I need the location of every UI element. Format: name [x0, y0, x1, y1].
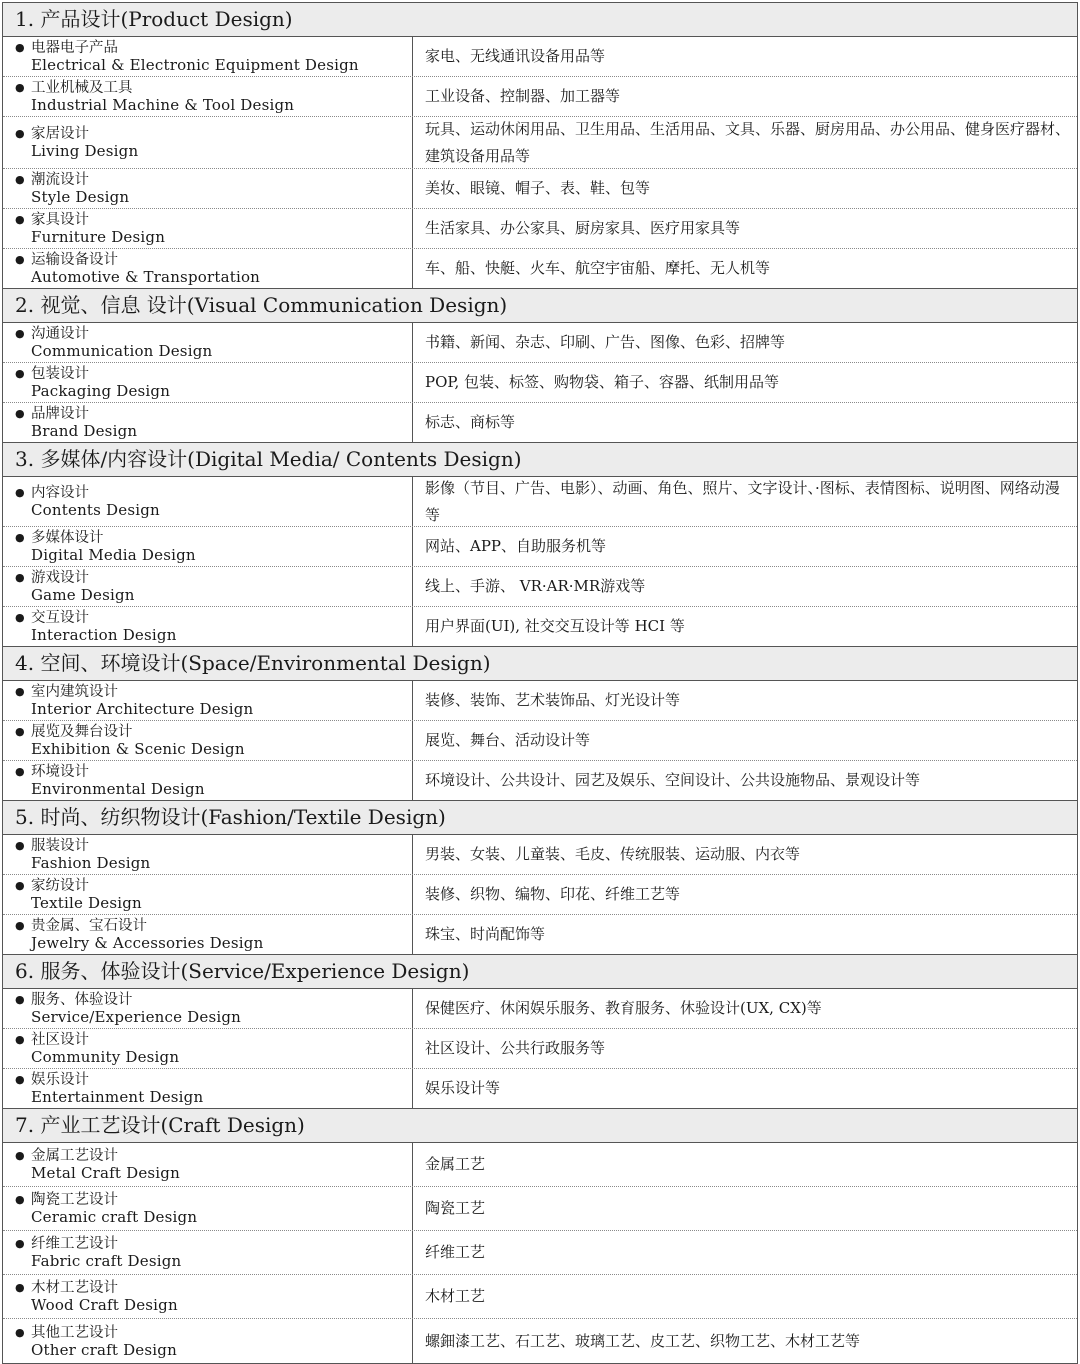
bullet-icon: ● [15, 879, 25, 892]
category-description: 男装、女装、儿童装、毛皮、传统服装、运动服、内衣等 [425, 845, 801, 863]
category-cell [3, 323, 413, 362]
category-name-zh-line [15, 1031, 412, 1049]
bullet-icon: ● [15, 1033, 25, 1046]
category-name-zh: 娱乐设计 [31, 1072, 89, 1088]
category-description: 展览、舞台、活动设计等 [425, 731, 591, 749]
category-description: 木材工艺 [425, 1287, 486, 1305]
category-name-en: Fabric craft Design [31, 1252, 182, 1270]
category-cell [3, 77, 413, 116]
table-row [3, 1069, 1077, 1109]
category-description: 螺鈿漆工艺、石工艺、玻璃工艺、皮工艺、织物工艺、木材工艺等 [425, 1331, 861, 1350]
category-name-zh-line [15, 609, 412, 627]
category-name-zh: 电器电子产品 [31, 40, 118, 56]
category-name-zh-line [15, 484, 412, 502]
category-name-zh-line [15, 251, 412, 269]
table-row [3, 1319, 1077, 1363]
bullet-icon: ● [15, 611, 25, 624]
section [3, 1109, 1077, 1363]
category-cell [3, 607, 413, 646]
category-name-zh: 纤维工艺设计 [31, 1236, 118, 1252]
category-cell [3, 761, 413, 800]
bullet-icon: ● [15, 1237, 25, 1250]
category-name-zh: 内容设计 [31, 485, 89, 501]
table-row [3, 249, 1077, 289]
category-description: 家电、无线通讯设备用品等 [425, 47, 606, 65]
category-name-en: Living Design [31, 142, 139, 160]
category-name-en: Interior Architecture Design [31, 700, 254, 718]
table-row [3, 835, 1077, 875]
bullet-icon: ● [15, 486, 25, 499]
section [3, 955, 1077, 1109]
category-name-zh: 展览及舞台设计 [31, 724, 133, 740]
bullet-icon: ● [15, 1325, 25, 1339]
category-cell [3, 403, 413, 442]
category-name-en: Brand Design [31, 422, 138, 440]
table-row [3, 989, 1077, 1029]
category-name-zh: 家居设计 [31, 126, 89, 142]
category-description: 纤维工艺 [425, 1243, 486, 1261]
category-name-zh-line [15, 211, 412, 229]
category-name-zh: 运输设备设计 [31, 252, 118, 268]
category-cell [3, 1069, 413, 1108]
category-description: 玩具、运动休闲用品、卫生用品、生活用品、文具、乐器、厨房用品、办公用品、健身医疗器材、建筑设备用品等 [425, 119, 1071, 165]
bullet-icon: ● [15, 327, 25, 340]
category-name-zh-line [15, 723, 412, 741]
category-name-zh-line [15, 1191, 412, 1209]
category-name-en: Fashion Design [31, 854, 151, 872]
table-row [3, 403, 1077, 443]
category-cell [3, 209, 413, 248]
category-name-en: Contents Design [31, 501, 160, 519]
category-cell [3, 835, 413, 874]
category-cell [3, 1143, 413, 1186]
section [3, 3, 1077, 289]
category-description: 用户界面(UI), 社交交互设计等 HCI 等 [425, 617, 685, 635]
category-name-zh-line [15, 569, 412, 587]
category-name-en: Industrial Machine & Tool Design [31, 96, 295, 114]
category-name-zh: 工业机械及工具 [31, 80, 133, 96]
category-name-zh-line [15, 1324, 412, 1342]
section-title: 1. 产品设计(Product Design) [3, 3, 1077, 37]
category-cell [3, 249, 413, 288]
section-title: 6. 服务、体验设计(Service/Experience Design) [3, 955, 1077, 989]
category-name-zh-line [15, 683, 412, 701]
category-name-zh: 陶瓷工艺设计 [31, 1192, 118, 1208]
category-cell [3, 1231, 413, 1274]
category-name-zh-line [15, 79, 412, 97]
section-title: 5. 时尚、纺织物设计(Fashion/Textile Design) [3, 801, 1077, 835]
category-name-en: Communication Design [31, 342, 213, 360]
category-name-zh-line [15, 1147, 412, 1165]
category-cell [3, 527, 413, 566]
category-name-zh: 金属工艺设计 [31, 1148, 118, 1164]
category-cell [3, 363, 413, 402]
table-row [3, 323, 1077, 363]
category-description: 标志、商标等 [425, 413, 516, 431]
category-name-zh-line [15, 171, 412, 189]
bullet-icon: ● [15, 725, 25, 738]
category-description: 保健医疗、休闲娱乐服务、教育服务、休验设计(UX, CX)等 [425, 999, 822, 1017]
category-cell [3, 875, 413, 914]
category-name-zh: 沟通设计 [31, 326, 89, 342]
category-name-zh: 其他工艺设计 [31, 1324, 118, 1341]
category-name-zh-line [15, 763, 412, 781]
category-name-zh: 木材工艺设计 [31, 1280, 118, 1296]
table-row [3, 721, 1077, 761]
category-name-en: Ceramic craft Design [31, 1208, 198, 1226]
bullet-icon: ● [15, 993, 25, 1006]
table-row [3, 527, 1077, 567]
table-row [3, 915, 1077, 955]
category-description: 生活家具、办公家具、厨房家具、医疗用家具等 [425, 219, 741, 237]
table-row [3, 209, 1077, 249]
category-name-zh: 多媒体设计 [31, 530, 104, 546]
category-name-zh-line [15, 1071, 412, 1089]
category-description: 网站、APP、自助服务机等 [425, 537, 607, 555]
category-name-en: Service/Experience Design [31, 1008, 242, 1026]
category-description: 金属工艺 [425, 1155, 486, 1173]
category-name-zh-line [15, 365, 412, 383]
category-name-zh-line [15, 125, 412, 143]
bullet-icon: ● [15, 1149, 25, 1162]
table-row [3, 1275, 1077, 1319]
bullet-icon: ● [15, 919, 25, 932]
category-name-en: Furniture Design [31, 228, 166, 246]
category-name-zh-line [15, 39, 412, 57]
bullet-icon: ● [15, 41, 25, 54]
category-description: POP, 包装、标签、购物袋、箱子、容器、纸制用品等 [425, 373, 779, 391]
category-description: 珠宝、时尚配饰等 [425, 925, 546, 943]
table-row [3, 1143, 1077, 1187]
table-row [3, 1029, 1077, 1069]
section [3, 443, 1077, 647]
bullet-icon: ● [15, 765, 25, 778]
table-row [3, 607, 1077, 647]
category-name-zh: 环境设计 [31, 764, 89, 780]
bullet-icon: ● [15, 1193, 25, 1206]
category-name-zh-line [15, 405, 412, 423]
category-name-en: Packaging Design [31, 382, 171, 400]
table-row [3, 77, 1077, 117]
category-name-zh: 包装设计 [31, 366, 89, 382]
category-cell [3, 169, 413, 208]
category-name-zh-line [15, 529, 412, 547]
bullet-icon: ● [15, 1073, 25, 1086]
category-name-zh-line [15, 837, 412, 855]
section-title: 4. 空间、环境设计(Space/Environmental Design) [3, 647, 1077, 681]
bullet-icon: ● [15, 685, 25, 698]
bullet-icon: ● [15, 367, 25, 380]
category-description: 影像（节目、广告、电影）、动画、角色、照片、文字设计、·图标、表情图标、说明图、网络动漫等 [425, 478, 1060, 524]
category-cell [3, 989, 413, 1028]
category-cell [3, 1187, 413, 1230]
category-cell [3, 37, 413, 76]
category-description: 娱乐设计等 [425, 1079, 501, 1097]
category-name-zh: 品牌设计 [31, 406, 89, 422]
category-cell [3, 721, 413, 760]
category-cell [3, 117, 413, 168]
category-name-zh: 服务、体验设计 [31, 992, 133, 1008]
category-name-zh-line [15, 877, 412, 895]
table-row [3, 363, 1077, 403]
section-title: 2. 视觉、信息 设计(Visual Communication Design) [3, 289, 1077, 323]
category-name-zh: 交互设计 [31, 610, 89, 626]
category-cell [3, 567, 413, 606]
table-row [3, 1231, 1077, 1275]
table-row [3, 169, 1077, 209]
category-description: 工业设备、控制器、加工器等 [425, 87, 621, 105]
table-row [3, 681, 1077, 721]
table-row [3, 477, 1077, 527]
category-cell [3, 477, 413, 526]
category-name-en: Interaction Design [31, 626, 177, 644]
category-name-zh-line [15, 1235, 412, 1253]
category-description: 陶瓷工艺 [425, 1199, 486, 1217]
bullet-icon: ● [15, 839, 25, 852]
category-name-en: Automotive & Transportation [31, 268, 261, 286]
category-cell [3, 1029, 413, 1068]
table-row [3, 117, 1077, 169]
category-name-en: Electrical & Electronic Equipment Design [31, 56, 359, 74]
category-name-en: Community Design [31, 1048, 180, 1066]
table-row [3, 761, 1077, 801]
category-name-en: Jewelry & Accessories Design [31, 934, 264, 952]
category-name-zh: 游戏设计 [31, 570, 89, 586]
category-name-zh-line [15, 917, 412, 935]
category-name-en: Game Design [31, 586, 135, 604]
category-name-en: Other craft Design [31, 1340, 177, 1359]
table-row [3, 875, 1077, 915]
category-description: 装修、装饰、艺术装饰品、灯光设计等 [425, 691, 681, 709]
table-row [3, 567, 1077, 607]
category-name-zh-line [15, 1279, 412, 1297]
category-name-zh: 室内建筑设计 [31, 684, 118, 700]
category-name-zh: 贵金属、宝石设计 [31, 918, 147, 934]
bullet-icon: ● [15, 407, 25, 420]
category-name-zh-line [15, 325, 412, 343]
table-row [3, 37, 1077, 77]
section [3, 647, 1077, 801]
section-title: 7. 产业工艺设计(Craft Design) [3, 1109, 1077, 1143]
category-description: 社区设计、公共行政服务等 [425, 1039, 606, 1057]
category-description: 美妆、眼镜、帽子、表、鞋、包等 [425, 179, 651, 197]
category-name-zh: 社区设计 [31, 1032, 89, 1048]
category-description: 车、船、快艇、火车、航空宇宙船、摩托、无人机等 [425, 259, 771, 277]
category-cell [3, 1319, 413, 1363]
category-name-en: Wood Craft Design [31, 1296, 178, 1314]
design-category-table [2, 2, 1078, 1364]
category-description: 装修、织物、编物、印花、纤维工艺等 [425, 885, 681, 903]
category-name-zh: 潮流设计 [31, 172, 89, 188]
section [3, 289, 1077, 443]
bullet-icon: ● [15, 1281, 25, 1294]
bullet-icon: ● [15, 127, 25, 140]
category-description: 书籍、新闻、杂志、印刷、广告、图像、色彩、招牌等 [425, 333, 786, 351]
bullet-icon: ● [15, 571, 25, 584]
category-description: 线上、手游、 VR·AR·MR游戏等 [425, 577, 646, 595]
category-name-zh-line [15, 991, 412, 1009]
category-name-zh: 服装设计 [31, 838, 89, 854]
bullet-icon: ● [15, 253, 25, 266]
category-cell [3, 915, 413, 954]
category-name-en: Style Design [31, 188, 130, 206]
category-name-zh: 家纺设计 [31, 878, 89, 894]
category-name-en: Metal Craft Design [31, 1164, 180, 1182]
category-cell [3, 1275, 413, 1318]
bullet-icon: ● [15, 213, 25, 226]
table-row [3, 1187, 1077, 1231]
bullet-icon: ● [15, 81, 25, 94]
category-name-en: Entertainment Design [31, 1088, 204, 1106]
bullet-icon: ● [15, 531, 25, 544]
category-name-en: Digital Media Design [31, 546, 196, 564]
category-name-zh: 家具设计 [31, 212, 89, 228]
section [3, 801, 1077, 955]
bullet-icon: ● [15, 173, 25, 186]
section-title: 3. 多媒体/内容设计(Digital Media/ Contents Design) [3, 443, 1077, 477]
category-name-en: Textile Design [31, 894, 142, 912]
category-description: 环境设计、公共设计、园艺及娱乐、空间设计、公共设施物品、景观设计等 [425, 771, 921, 789]
category-name-en: Exhibition & Scenic Design [31, 740, 245, 758]
category-name-en: Environmental Design [31, 780, 205, 798]
category-cell [3, 681, 413, 720]
